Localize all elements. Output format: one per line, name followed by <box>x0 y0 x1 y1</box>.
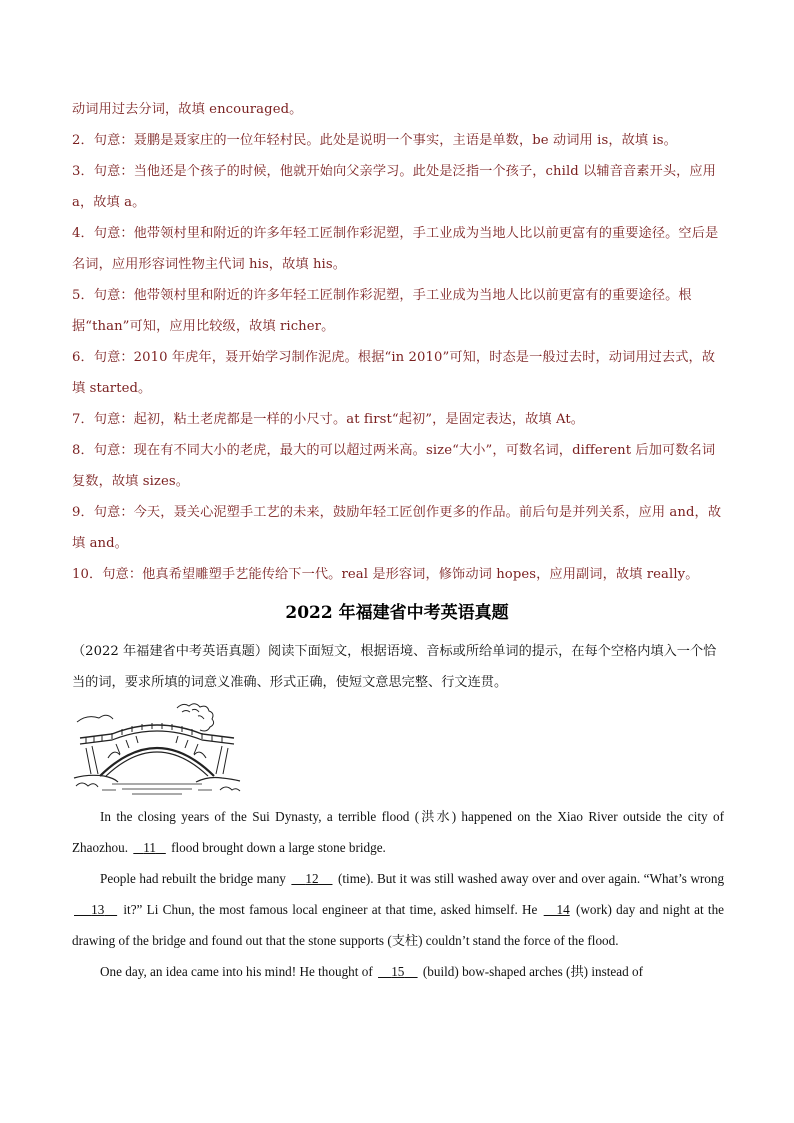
passage-paragraph-3 <box>72 956 724 987</box>
answer-4: 4．句意：他带领村里和附近的许多年轻工匠制作彩泥塑，手工业成为当地人比以前更富有的重要途径。空后是名词，应用形容词性物主代词 his，故填 his。 <box>72 226 719 272</box>
answer-8: 8．句意：现在有不同大小的老虎，最大的可以超过两米高。size“大小”，可数名词，different 后加可数名词复数，故填 sizes。 <box>72 443 716 489</box>
blank-14[interactable] <box>542 902 572 917</box>
passage-paragraph-1 <box>72 801 724 863</box>
exercise-instructions <box>72 636 724 698</box>
answer-3: 3．句意：当他还是个孩子的时候，他就开始向父亲学习。此处是泛指一个孩子，child 以辅音音素开头，应用 a，故填 a。 <box>72 164 716 210</box>
p2-text-c: it?” Li Chun, the most famous local engineer at that time, asked himself. He <box>123 902 538 917</box>
blank-13[interactable] <box>72 902 119 917</box>
blank-13-number: 13 <box>91 902 105 917</box>
p3-text-b: (build) bow-shaped arches (拱) instead of <box>422 964 643 979</box>
p1-text-b: flood brought down a large stone bridge. <box>171 840 386 855</box>
answer-10: 10．句意：他真希望雕塑手艺能传给下一代。real 是形容词，修饰动词 hopes，应用副词，故填 really。 <box>72 567 699 582</box>
instructions-text: （2022 年福建省中考英语真题）阅读下面短文，根据语境、音标或所给单词的提示，在每个空格内填入一个恰当的词，要求所填的词意义准确、形式正确，使短文意思完整、行文连贯。 <box>72 644 717 690</box>
zhaozhou-bridge-illustration <box>72 700 242 800</box>
blank-11-number: 11 <box>143 840 156 855</box>
answer-explanations <box>72 94 724 590</box>
p1-text-a: In the closing years of the Sui Dynasty, a terrible flood (洪水) happened on the Xiao River outside the city of Zhaozhou. <box>72 809 724 855</box>
blank-12-number: 12 <box>305 871 319 886</box>
p2-text-b: (time). But it was still washed away over and over again. “What’s wrong <box>337 871 725 886</box>
answer-1-continued: 动词用过去分词，故填 encouraged。 <box>72 102 303 117</box>
p2-text-a: People had rebuilt the bridge many <box>100 871 286 886</box>
answer-2: 2．句意：聂鹏是聂家庄的一位年轻村民。此处是说明一个事实，主语是单数，be 动词用 is，故填 is。 <box>72 133 677 148</box>
answer-7: 7．句意：起初，粘土老虎都是一样的小尺寸。at first“起初”，是固定表达，故填 At。 <box>72 412 585 427</box>
blank-11[interactable] <box>131 840 167 855</box>
p3-text-a: One day, an idea came into his mind! He thought of <box>100 964 373 979</box>
section-title: 2022 年福建省中考英语真题 <box>285 603 509 623</box>
passage-paragraph-2 <box>72 863 724 956</box>
answer-6: 6．句意：2010 年虎年，聂开始学习制作泥虎。根据“in 2010”可知，时态是一般过去时，动词用过去式，故填 started。 <box>72 350 716 396</box>
cloze-passage <box>72 801 724 987</box>
blank-15[interactable] <box>376 964 420 979</box>
p2-text-d: (work) day and night at the drawing of the bridge and found out that the stone supports (支柱) couldn’t stand the force of the flood. <box>72 902 725 948</box>
answer-5: 5．句意：他带领村里和附近的许多年轻工匠制作彩泥塑，手工业成为当地人比以前更富有的重要途径。根据“than”可知，应用比较级，故填 richer。 <box>72 288 692 334</box>
blank-15-number: 15 <box>391 964 405 979</box>
blank-12[interactable] <box>289 871 334 886</box>
answer-9: 9．句意：今天，聂关心泥塑手工艺的未来，鼓励年轻工匠创作更多的作品。前后句是并列关系，应用 and，故填 and。 <box>72 505 722 551</box>
blank-14-number: 14 <box>556 902 570 917</box>
